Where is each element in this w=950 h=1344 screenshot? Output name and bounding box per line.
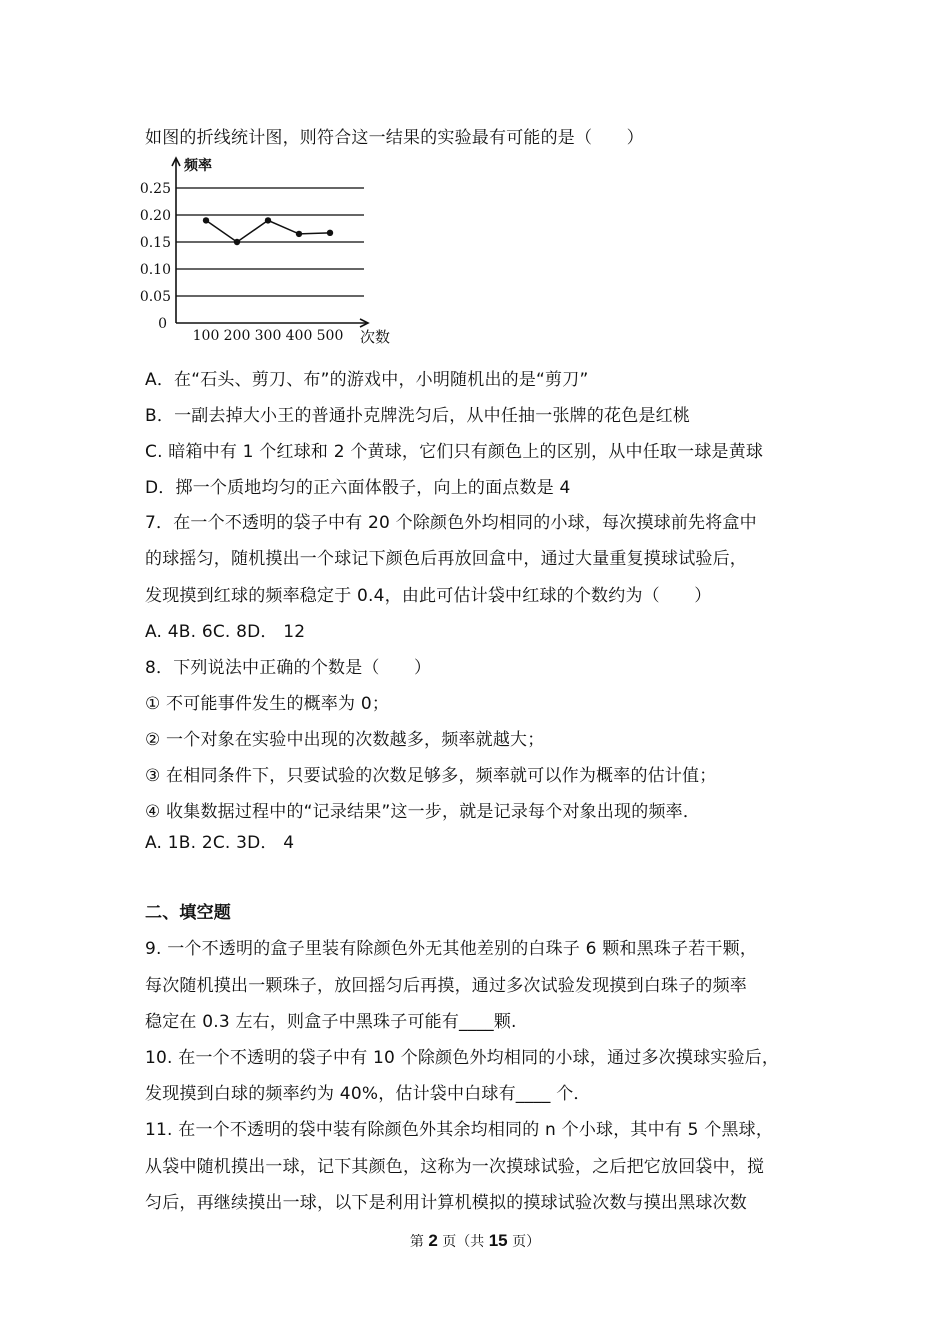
x-tick-label: 400 xyxy=(285,328,313,344)
y-tick-label: 0.20 xyxy=(140,208,171,224)
series-line xyxy=(206,220,330,242)
q11-line-1: 11. 在一个不透明的袋中装有除颜色外其余均相同的 n 个小球，其中有 5 个黑球， xyxy=(145,1120,774,1140)
x-tick-label: 300 xyxy=(254,328,282,344)
q9-line-3: 稳定在 0.3 左右，则盒子中黑珠子可能有____颗. xyxy=(145,1012,517,1032)
y-tick-label: 0 xyxy=(158,316,167,332)
q8-item-3: ③ 在相同条件下，只要试验的次数足够多，频率就可以作为概率的估计值； xyxy=(145,766,717,786)
footer-middle: 页（共 xyxy=(437,1234,489,1250)
q7-line-2: 的球摇匀，随机摸出一个球记下颜色后再放回盒中，通过大量重复摸球试验后， xyxy=(145,549,747,569)
q7-line-3: 发现摸到红球的频率稳定于 0.4，由此可估计袋中红球的个数约为（ ） xyxy=(145,586,712,606)
data-point xyxy=(203,217,209,223)
q8-stem: 8．下列说法中正确的个数是（ ） xyxy=(145,658,432,678)
q6-option-c: C. 暗箱中有 1 个红球和 2 个黄球，它们只有颜色上的区别，从中任取一球是黄球 xyxy=(145,442,764,462)
q10-line-1: 10. 在一个不透明的袋子中有 10 个除颜色外均相同的小球，通过多次摸球实验后， xyxy=(145,1048,780,1068)
footer-suffix: 页） xyxy=(507,1234,541,1250)
q9-line-2: 每次随机摸出一颗珠子，放回摇匀后再摸，通过多次试验发现摸到白珠子的频率 xyxy=(145,976,747,996)
x-tick-label: 100 xyxy=(192,328,220,344)
footer-prefix: 第 xyxy=(409,1234,429,1250)
q6-option-a: A．在“石头、剪刀、布”的游戏中，小明随机出的是“剪刀” xyxy=(145,370,589,390)
y-tick-label: 0.25 xyxy=(140,181,171,197)
q11-line-2: 从袋中随机摸出一球，记下其颜色，这称为一次摸球试验，之后把它放回袋中，搅 xyxy=(145,1157,765,1177)
q8-item-4: ④ 收集数据过程中的“记录结果”这一步，就是记录每个对象出现的频率． xyxy=(145,802,701,822)
x-tick-label: 500 xyxy=(316,328,344,344)
line-chart xyxy=(140,152,400,350)
q7-line-1: 7．在一个不透明的袋子中有 20 个除颜色外均相同的小球，每次摸球前先将盒中 xyxy=(145,513,757,533)
y-axis-title: 频率 xyxy=(184,158,212,174)
q6-option-b: B．一副去掉大小王的普通扑克牌洗匀后，从中任抽一张牌的花色是红桃 xyxy=(145,406,691,426)
q8-item-2: ② 一个对象在实验中出现的次数越多，频率就越大； xyxy=(145,730,545,750)
q7-options: A. 4B. 6C. 8D． 12 xyxy=(145,622,306,642)
q8-item-1: ① 不可能事件发生的概率为 0； xyxy=(145,694,390,714)
section-heading: 二、填空题 xyxy=(145,903,231,923)
q9-line-1: 9. 一个不透明的盒子里装有除颜色外无其他差别的白珠子 6 颗和黑珠子若干颗， xyxy=(145,939,758,959)
footer-total-pages: 15 xyxy=(488,1231,508,1250)
y-tick-label: 0.10 xyxy=(140,262,171,278)
q11-line-3: 匀后，再继续摸出一球，以下是利用计算机模拟的摸球试验次数与摸出黑球次数 xyxy=(145,1193,747,1213)
data-point xyxy=(265,217,271,223)
footer-page-number: 2 xyxy=(428,1231,438,1250)
q10-line-2: 发现摸到白球的频率约为 40%，估计袋中白球有____ 个． xyxy=(145,1084,591,1104)
x-tick-label: 200 xyxy=(223,328,251,344)
data-point xyxy=(296,231,302,237)
y-tick-label: 0.05 xyxy=(140,289,171,305)
y-tick-label: 0.15 xyxy=(140,235,171,251)
data-point xyxy=(234,239,240,245)
q8-options: A. 1B. 2C. 3D． 4 xyxy=(145,833,295,853)
data-point xyxy=(327,230,333,236)
page-footer xyxy=(0,1231,950,1251)
q6-option-d: D．掷一个质地均匀的正六面体骰子，向上的面点数是 4 xyxy=(145,478,571,498)
q6-stem: 如图的折线统计图，则符合这一结果的实验最有可能的是（ ） xyxy=(145,128,644,148)
x-axis-title: 次数 xyxy=(360,328,391,346)
